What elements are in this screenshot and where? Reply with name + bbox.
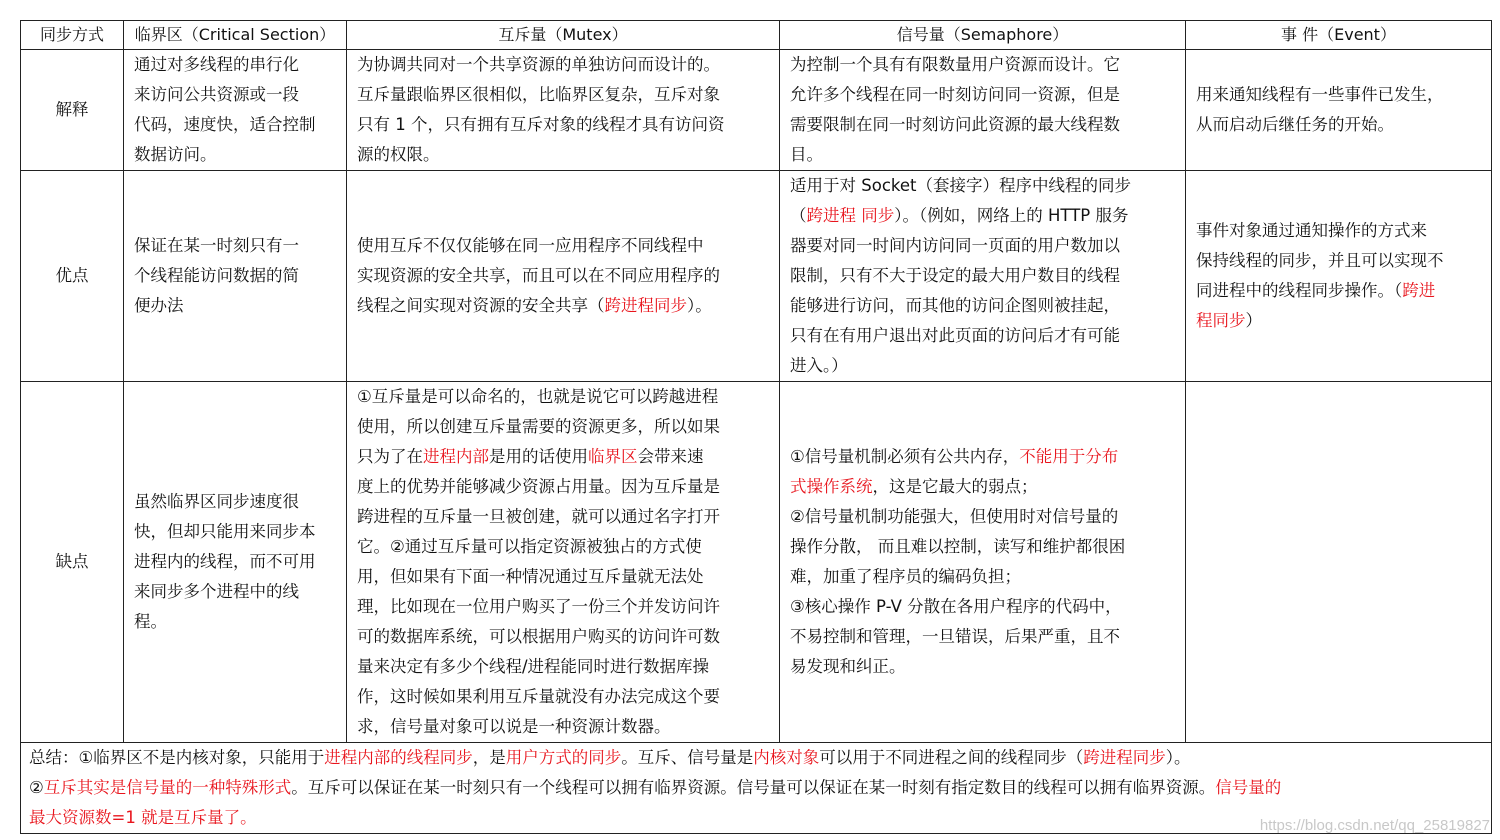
row-label: 缺点 — [21, 382, 124, 743]
text-line — [790, 321, 1175, 351]
highlighted-text: 跨进 — [1402, 281, 1436, 300]
row-label: 解释 — [21, 50, 124, 171]
text-segment: 使用互斥不仅仅能够在同一应用程序不同线程中 — [357, 236, 704, 255]
text-segment: ②信号量机制功能强大，但使用时对信号量的 — [790, 507, 1119, 526]
highlighted-text: 最大资源数=1 就是互斥量了。 — [29, 808, 257, 827]
header-event: 事 件（Event） — [1186, 21, 1492, 50]
text-segment: 线程之间实现对资源的安全共享（ — [357, 296, 605, 315]
highlighted-text: 进程内部 — [423, 447, 489, 466]
highlighted-text: 内核对象 — [753, 748, 820, 767]
text-line — [790, 110, 1175, 140]
text-segment: 需要限制在同一时刻访问此资源的最大线程数 — [790, 115, 1120, 134]
cell-mutex — [347, 50, 780, 171]
text-segment: 只为了在 — [357, 447, 423, 466]
text-segment: 虽然临界区同步速度很 — [134, 492, 299, 511]
text-segment: ）。 — [1165, 748, 1191, 767]
text-line — [790, 261, 1175, 291]
text-segment: 易发现和纠正。 — [790, 657, 906, 676]
cell-semaphore — [780, 50, 1186, 171]
text-line — [790, 140, 1175, 170]
text-segment: 不易控制和管理，一旦错误，后果严重，且不 — [790, 627, 1120, 646]
text-line — [357, 502, 769, 532]
text-segment: 限制，只有不大于设定的最大用户数目的线程 — [790, 266, 1120, 285]
header-sync-method: 同步方式 — [21, 21, 124, 50]
text-line — [1196, 110, 1481, 140]
text-line — [134, 291, 336, 321]
text-segment: 总结：①临界区不是内核对象，只能用于 — [29, 748, 325, 767]
text-segment: 是用的话使用 — [489, 447, 588, 466]
text-line — [790, 351, 1175, 381]
text-segment: ③核心操作 P-V 分散在各用户程序的代码中， — [790, 597, 1122, 616]
highlighted-text: 跨进程同步 — [1083, 748, 1166, 767]
text-segment: ，是 — [472, 748, 506, 767]
cell-critical-section — [124, 382, 347, 743]
text-line — [790, 652, 1175, 682]
highlighted-text: 式操作系统 — [790, 477, 873, 496]
text-segment: 度上的优势并能够减少资源占用量。因为互斥量是 — [357, 477, 720, 496]
text-line — [357, 682, 769, 712]
text-segment: 理，比如现在一位用户购买了一份三个并发访问许 — [357, 597, 720, 616]
highlighted-text: 互斥其实是信号量的一种特殊形式 — [43, 778, 292, 797]
text-segment: 便办法 — [134, 296, 184, 315]
row-label: 优点 — [21, 171, 124, 382]
text-segment: 允许多个线程在同一时刻访问同一资源，但是 — [790, 85, 1120, 104]
text-line — [1196, 80, 1481, 110]
text-line — [790, 442, 1175, 472]
text-segment: 来同步多个进程中的线 — [134, 582, 299, 601]
text-line — [357, 110, 769, 140]
text-segment: 进入。） — [790, 356, 848, 375]
text-line — [790, 201, 1175, 231]
text-line — [1196, 246, 1481, 276]
text-segment: 源的权限。 — [357, 145, 440, 164]
text-line — [357, 652, 769, 682]
text-line — [790, 171, 1175, 201]
text-line — [790, 80, 1175, 110]
text-segment: 跨进程的互斥量一旦被创建，就可以通过名字打开 — [357, 507, 720, 526]
row-disadvantages — [21, 382, 1492, 743]
text-segment: 只有 1 个，只有拥有互斥对象的线程才具有访问资 — [357, 115, 725, 134]
text-line — [357, 50, 769, 80]
text-line — [357, 140, 769, 170]
cell-event — [1186, 50, 1492, 171]
header-row — [21, 21, 1492, 50]
text-segment: 会带来速 — [637, 447, 704, 466]
text-segment: ）。 — [687, 296, 712, 315]
text-segment: 保证在某一时刻只有一 — [134, 236, 299, 255]
text-line — [357, 592, 769, 622]
cell-critical-section — [124, 171, 347, 382]
header-critical-section: 临界区（Critical Section） — [124, 21, 347, 50]
text-segment: 能够进行访问，而其他的访问企图则被挂起， — [790, 296, 1120, 315]
text-segment: 可的数据库系统，可以根据用户购买的访问许可数 — [357, 627, 720, 646]
text-segment: 作，这时候如果利用互斥量就没有办法完成这个要 — [357, 687, 720, 706]
text-line — [1196, 276, 1481, 306]
text-segment: 通过对多线程的串行化 — [134, 55, 299, 74]
highlighted-text: 信号量的 — [1215, 778, 1282, 797]
text-line — [790, 231, 1175, 261]
row-advantages — [21, 171, 1492, 382]
header-mutex: 互斥量（Mutex） — [347, 21, 780, 50]
text-segment: 程。 — [134, 612, 167, 631]
text-segment: 来访问公共资源或一段 — [134, 85, 299, 104]
text-line — [134, 80, 336, 110]
text-line — [357, 291, 769, 321]
text-line — [357, 80, 769, 110]
text-segment: 为控制一个具有有限数量用户资源而设计。它 — [790, 55, 1120, 74]
cell-event — [1186, 382, 1492, 743]
highlighted-text: 临界区 — [588, 447, 638, 466]
text-segment: 。互斥可以保证在某一时刻只有一个线程可以拥有临界资源。信号量可以保证在某一时刻有指定数目的线程可以拥有临界资源。 — [291, 778, 1216, 797]
text-line — [357, 231, 769, 261]
text-line — [134, 110, 336, 140]
text-line — [29, 743, 1483, 773]
text-line — [357, 472, 769, 502]
cell-mutex — [347, 382, 780, 743]
text-line — [1196, 216, 1481, 246]
text-line — [134, 231, 336, 261]
text-segment: ①互斥量是可以命名的，也就是说它可以跨越进程 — [357, 387, 719, 406]
text-line — [1196, 306, 1481, 336]
text-line — [790, 502, 1175, 532]
text-line — [134, 261, 336, 291]
text-line — [357, 412, 769, 442]
text-line — [357, 532, 769, 562]
text-line — [134, 487, 336, 517]
text-line — [790, 622, 1175, 652]
text-line — [134, 547, 336, 577]
text-segment: 同进程中的线程同步操作。（ — [1196, 281, 1403, 300]
text-segment: ，这是它最大的弱点； — [872, 477, 1038, 496]
text-line — [790, 532, 1175, 562]
text-line — [357, 622, 769, 652]
sync-comparison-table — [20, 20, 1492, 834]
text-line — [357, 712, 769, 742]
text-segment: 代码，速度快，适合控制 — [134, 115, 316, 134]
text-segment: 量来决定有多少个线程/进程能同时进行数据库操 — [357, 657, 710, 676]
text-line — [790, 291, 1175, 321]
highlighted-text: 用户方式的同步 — [505, 748, 622, 767]
text-line — [357, 382, 769, 412]
text-segment: 用来通知线程有一些事件已发生， — [1196, 85, 1444, 104]
watermark: https://blog.csdn.net/qq_25819827 — [1259, 817, 1490, 834]
text-segment: 数据访问。 — [134, 145, 217, 164]
highlighted-text: 进程内部的线程同步 — [324, 748, 473, 767]
text-line — [357, 442, 769, 472]
text-line — [134, 577, 336, 607]
text-segment: ） — [1245, 311, 1262, 330]
text-line — [357, 261, 769, 291]
text-line — [790, 50, 1175, 80]
text-segment: 它。②通过互斥量可以指定资源被独占的方式使 — [357, 537, 702, 556]
text-line — [790, 562, 1175, 592]
text-segment: 可以用于不同进程之间的线程同步（ — [819, 748, 1084, 767]
cell-semaphore — [780, 382, 1186, 743]
text-segment: 使用，所以创建互斥量需要的资源更多，所以如果 — [357, 417, 720, 436]
text-segment: 器要对同一时间内访问同一页面的用户数加以 — [790, 236, 1120, 255]
text-segment: 。互斥、信号量是 — [621, 748, 754, 767]
text-line — [134, 140, 336, 170]
text-segment: ）。（例如，网络上的 HTTP 服务 — [894, 206, 1129, 225]
text-segment: 事件对象通过通知操作的方式来 — [1196, 221, 1427, 240]
text-line — [134, 517, 336, 547]
text-line — [357, 562, 769, 592]
cell-semaphore — [780, 171, 1186, 382]
text-segment: 保持线程的同步，并且可以实现不 — [1196, 251, 1444, 270]
text-segment: 求，信号量对象可以说是一种资源计数器。 — [357, 717, 671, 736]
header-semaphore: 信号量（Semaphore） — [780, 21, 1186, 50]
text-segment: （ — [790, 206, 807, 225]
highlighted-text: 程同步 — [1196, 311, 1246, 330]
text-segment: 实现资源的安全共享，而且可以在不同应用程序的 — [357, 266, 720, 285]
text-segment: 快，但却只能用来同步本 — [134, 522, 316, 541]
text-segment: 只有在有用户退出对此页面的访问后才有可能 — [790, 326, 1120, 345]
text-segment: 从而启动后继任务的开始。 — [1196, 115, 1394, 134]
text-segment: ①信号量机制必须有公共内存， — [790, 447, 1020, 466]
text-segment: ② — [29, 778, 44, 797]
text-segment: 难，加重了程序员的编码负担； — [790, 567, 1021, 586]
highlighted-text: 不能用于分布 — [1019, 447, 1119, 466]
highlighted-text: 跨进程 同步 — [806, 206, 895, 225]
cell-mutex — [347, 171, 780, 382]
row-explanation — [21, 50, 1492, 171]
text-line — [790, 592, 1175, 622]
text-line — [790, 472, 1175, 502]
highlighted-text: 跨进程同步 — [604, 296, 687, 315]
text-segment: 目。 — [790, 145, 823, 164]
text-segment: 互斥量跟临界区很相似，比临界区复杂，互斥对象 — [357, 85, 720, 104]
text-line — [29, 773, 1483, 803]
text-line — [134, 50, 336, 80]
cell-critical-section — [124, 50, 347, 171]
text-segment: 适用于对 Socket（套接字）程序中线程的同步 — [790, 176, 1131, 195]
text-line — [134, 607, 336, 637]
text-segment: 用，但如果有下面一种情况通过互斥量就无法处 — [357, 567, 704, 586]
text-segment: 进程内的线程，而不可用 — [134, 552, 316, 571]
text-segment: 为协调共同对一个共享资源的单独访问而设计的。 — [357, 55, 720, 74]
cell-event — [1186, 171, 1492, 382]
text-segment: 个线程能访问数据的简 — [134, 266, 299, 285]
text-segment: 操作分散， 而且难以控制，读写和维护都很困 — [790, 537, 1126, 556]
